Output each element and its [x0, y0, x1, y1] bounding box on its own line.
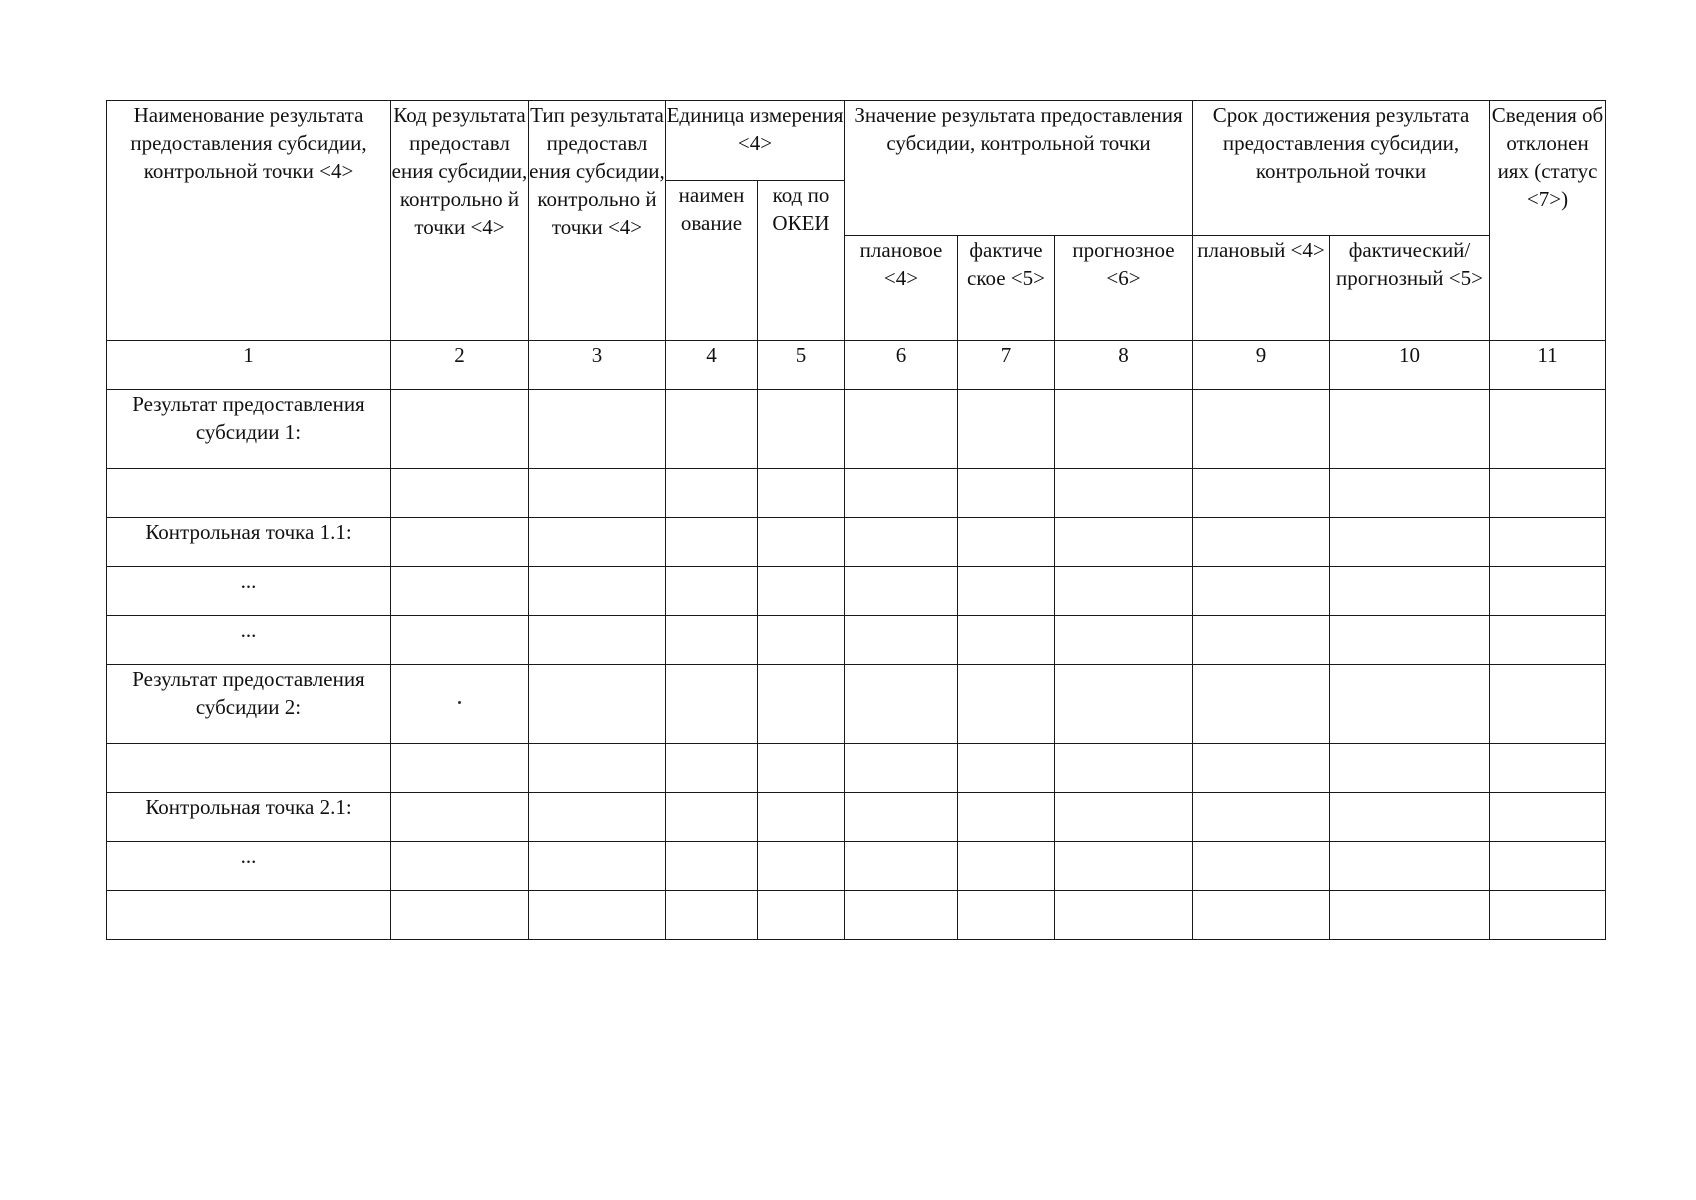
table-cell	[1193, 616, 1330, 665]
table-row	[107, 616, 1606, 665]
table-cell	[1490, 567, 1606, 616]
table-cell	[758, 390, 845, 469]
table-cell	[845, 842, 958, 891]
table-row	[107, 793, 1606, 842]
table-cell	[845, 744, 958, 793]
header-value-forecast: прогнозное <6>	[1055, 236, 1193, 341]
column-number: 7	[958, 341, 1055, 390]
table-cell	[1490, 891, 1606, 940]
table-cell	[391, 390, 529, 469]
table-cell	[758, 842, 845, 891]
column-number: 11	[1490, 341, 1606, 390]
column-number: 1	[107, 341, 391, 390]
table-cell	[1193, 891, 1330, 940]
header-unit-code: код по ОКЕИ	[758, 181, 845, 341]
table-row	[107, 469, 1606, 518]
table-cell	[666, 518, 758, 567]
table-cell	[1490, 793, 1606, 842]
table-cell	[666, 469, 758, 518]
table-cell	[1193, 842, 1330, 891]
table-cell	[1330, 390, 1490, 469]
table-cell	[845, 891, 958, 940]
table-cell	[1055, 891, 1193, 940]
table-cell	[758, 469, 845, 518]
table-cell	[666, 744, 758, 793]
table-row	[107, 891, 1606, 940]
table-cell	[529, 842, 666, 891]
table-cell	[1055, 469, 1193, 518]
table-cell	[1330, 616, 1490, 665]
header-deadline-plan: плановый <4>	[1193, 236, 1330, 341]
row-label: ...	[107, 567, 391, 616]
table-cell	[529, 567, 666, 616]
table-cell	[391, 842, 529, 891]
table-cell	[1330, 842, 1490, 891]
table-cell	[666, 390, 758, 469]
column-number: 3	[529, 341, 666, 390]
table-cell	[1330, 891, 1490, 940]
table-cell	[958, 793, 1055, 842]
table-cell	[1055, 616, 1193, 665]
table-cell	[845, 469, 958, 518]
table-cell	[958, 567, 1055, 616]
header-unit-name: наимен ование	[666, 181, 758, 341]
table-cell	[758, 744, 845, 793]
table-cell	[845, 793, 958, 842]
row-label: Результат предоставления субсидии 1:	[107, 390, 391, 469]
table-cell	[391, 793, 529, 842]
column-number: 2	[391, 341, 529, 390]
header-result-code: Код результата предоставл ения субсидии, контрольно й точки <4>	[391, 101, 529, 341]
table-cell	[845, 665, 958, 744]
table-cell	[1055, 665, 1193, 744]
table-cell	[1490, 616, 1606, 665]
results-table	[106, 100, 1606, 940]
table-cell	[958, 891, 1055, 940]
table-cell	[758, 793, 845, 842]
table-cell	[1055, 842, 1193, 891]
column-number: 6	[845, 341, 958, 390]
table-cell	[529, 518, 666, 567]
table-row	[107, 518, 1606, 567]
column-number: 5	[758, 341, 845, 390]
table-cell	[391, 469, 529, 518]
header-deadline-group: Срок достижения результата предоставления субсидии, контрольной точки	[1193, 101, 1490, 236]
header-result-type: Тип результата предоставл ения субсидии, контрольно й точки <4>	[529, 101, 666, 341]
table-cell	[1490, 390, 1606, 469]
table-row	[107, 842, 1606, 891]
table-cell	[958, 665, 1055, 744]
table-cell	[958, 518, 1055, 567]
table-cell	[666, 616, 758, 665]
table-cell	[1055, 793, 1193, 842]
column-number: 4	[666, 341, 758, 390]
stray-mark	[458, 701, 461, 704]
table-cell	[1330, 793, 1490, 842]
table-cell	[1193, 390, 1330, 469]
table-cell	[1193, 518, 1330, 567]
table-cell	[529, 744, 666, 793]
table-cell	[1490, 469, 1606, 518]
table-cell	[1055, 518, 1193, 567]
table-cell	[1330, 469, 1490, 518]
table-cell	[958, 390, 1055, 469]
column-number: 8	[1055, 341, 1193, 390]
row-label: ...	[107, 616, 391, 665]
row-label: Контрольная точка 2.1:	[107, 793, 391, 842]
header-result-name: Наименование результата предоставления субсидии, контрольной точки <4>	[107, 101, 391, 341]
table-row	[107, 390, 1606, 469]
table-cell	[1193, 469, 1330, 518]
table-cell	[666, 793, 758, 842]
table-cell	[958, 616, 1055, 665]
table-cell	[758, 665, 845, 744]
header-deviation: Сведения об отклонен иях (статус <7>)	[1490, 101, 1606, 341]
table-cell	[758, 616, 845, 665]
column-number-row	[107, 341, 1606, 390]
table-cell	[845, 518, 958, 567]
table-cell	[1055, 744, 1193, 793]
table-cell	[1490, 842, 1606, 891]
column-number: 9	[1193, 341, 1330, 390]
table-cell	[529, 390, 666, 469]
table-cell	[958, 469, 1055, 518]
table-cell	[1055, 390, 1193, 469]
table-cell	[391, 744, 529, 793]
table-cell	[666, 665, 758, 744]
row-label: Результат предоставления субсидии 2:	[107, 665, 391, 744]
table-row	[107, 665, 1606, 744]
table-cell	[666, 567, 758, 616]
row-label: Контрольная точка 1.1:	[107, 518, 391, 567]
table-row	[107, 567, 1606, 616]
table-cell	[666, 842, 758, 891]
table-cell	[529, 891, 666, 940]
table-cell	[1330, 567, 1490, 616]
table-cell	[758, 891, 845, 940]
table-cell	[958, 842, 1055, 891]
table-cell	[529, 665, 666, 744]
table-cell	[391, 518, 529, 567]
table-cell	[391, 891, 529, 940]
row-label: ...	[107, 842, 391, 891]
table-cell	[1490, 518, 1606, 567]
table-cell	[666, 891, 758, 940]
table-cell	[529, 616, 666, 665]
table-cell	[391, 616, 529, 665]
table-cell	[1330, 744, 1490, 793]
table-cell	[1193, 793, 1330, 842]
row-label	[107, 469, 391, 518]
table-cell	[1055, 567, 1193, 616]
table-cell	[758, 567, 845, 616]
table-cell	[391, 665, 529, 744]
header-value-group: Значение результата предоставления субсидии, контрольной точки	[845, 101, 1193, 236]
header-value-fact: фактиче ское <5>	[958, 236, 1055, 341]
table-cell	[1330, 518, 1490, 567]
table-cell	[1490, 744, 1606, 793]
column-number: 10	[1330, 341, 1490, 390]
header-deadline-fact: фактический/ прогнозный <5>	[1330, 236, 1490, 341]
header-value-plan: плановое <4>	[845, 236, 958, 341]
table-cell	[845, 390, 958, 469]
table-cell	[845, 567, 958, 616]
table-cell	[1330, 665, 1490, 744]
table-cell	[1193, 567, 1330, 616]
table-cell	[958, 744, 1055, 793]
table-row	[107, 744, 1606, 793]
header-unit-group: Единица измерения <4>	[666, 101, 845, 181]
table-cell	[391, 567, 529, 616]
table-cell	[1193, 665, 1330, 744]
row-label	[107, 744, 391, 793]
table-cell	[845, 616, 958, 665]
table-cell	[529, 793, 666, 842]
table-cell	[1193, 744, 1330, 793]
table-cell	[529, 469, 666, 518]
row-label	[107, 891, 391, 940]
table-cell	[758, 518, 845, 567]
table-cell	[1490, 665, 1606, 744]
